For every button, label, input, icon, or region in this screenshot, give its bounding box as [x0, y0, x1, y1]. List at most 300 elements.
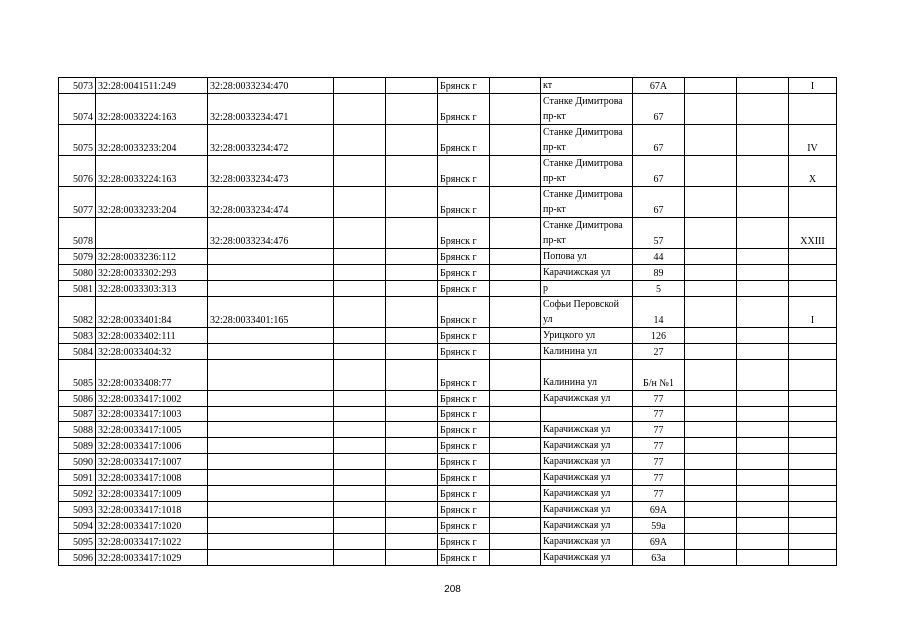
- cell-empty: [334, 454, 386, 470]
- cell-record-number: 5077: [59, 187, 96, 218]
- cell-cadastral-number: 32:28:0033417:1020: [96, 518, 208, 534]
- cell-street: Урицкого ул: [541, 328, 633, 344]
- cell-apartment: [789, 281, 837, 297]
- cell-empty: [490, 407, 541, 422]
- cell-city: Брянск г: [438, 78, 490, 94]
- cell-apartment: [789, 407, 837, 422]
- cell-empty: [334, 94, 386, 125]
- cell-cadastral-number-2: 32:28:0033234:476: [208, 218, 334, 249]
- cell-house: 67А: [633, 78, 685, 94]
- page-number: 208: [444, 584, 461, 595]
- cell-empty: [334, 265, 386, 281]
- cell-cadastral-number: 32:28:0033402:111: [96, 328, 208, 344]
- cell-empty: [685, 156, 737, 187]
- cell-empty: [685, 502, 737, 518]
- table-row: [59, 249, 837, 265]
- cell-record-number: 5074: [59, 94, 96, 125]
- cell-house: 67: [633, 94, 685, 125]
- cell-city: Брянск г: [438, 518, 490, 534]
- cell-empty: [490, 470, 541, 486]
- cell-record-number: 5089: [59, 438, 96, 454]
- cell-street: кт: [541, 78, 633, 94]
- cell-empty: [386, 265, 438, 281]
- cell-record-number: 5092: [59, 486, 96, 502]
- cell-record-number: 5073: [59, 78, 96, 94]
- cell-city: Брянск г: [438, 344, 490, 360]
- cell-cadastral-number: 32:28:0033417:1009: [96, 486, 208, 502]
- cell-cadastral-number: 32:28:0033224:163: [96, 156, 208, 187]
- cell-empty: [737, 454, 789, 470]
- cell-street: Карачижская ул: [541, 486, 633, 502]
- cell-house: 77: [633, 486, 685, 502]
- cell-apartment: [789, 360, 837, 391]
- cell-record-number: 5079: [59, 249, 96, 265]
- cell-apartment: [789, 249, 837, 265]
- table-row: [59, 78, 837, 94]
- cell-record-number: 5085: [59, 360, 96, 391]
- cell-empty: [685, 486, 737, 502]
- cell-record-number: 5082: [59, 297, 96, 328]
- cell-record-number: 5076: [59, 156, 96, 187]
- cell-empty: [737, 297, 789, 328]
- cell-cadastral-number: 32:28:0033417:1007: [96, 454, 208, 470]
- cell-city: Брянск г: [438, 502, 490, 518]
- cell-empty: [685, 297, 737, 328]
- cell-empty: [490, 534, 541, 550]
- cell-apartment: [789, 486, 837, 502]
- cell-house: 5: [633, 281, 685, 297]
- cell-cadastral-number-2: [208, 265, 334, 281]
- cell-empty: [685, 438, 737, 454]
- cell-empty: [685, 281, 737, 297]
- cell-cadastral-number: 32:28:0033401:84: [96, 297, 208, 328]
- cell-city: Брянск г: [438, 125, 490, 156]
- cell-street: Станке Димитрова пр-кт: [541, 94, 633, 125]
- cell-apartment: I: [789, 297, 837, 328]
- cell-street: Карачижская ул: [541, 470, 633, 486]
- cell-empty: [334, 486, 386, 502]
- cell-city: Брянск г: [438, 265, 490, 281]
- cell-record-number: 5086: [59, 391, 96, 407]
- cell-apartment: [789, 454, 837, 470]
- cell-empty: [334, 187, 386, 218]
- cell-empty: [490, 78, 541, 94]
- cell-empty: [737, 502, 789, 518]
- cell-city: Брянск г: [438, 534, 490, 550]
- table-row: [59, 360, 837, 391]
- cell-cadastral-number-2: [208, 360, 334, 391]
- cell-empty: [685, 265, 737, 281]
- cell-street: Карачижская ул: [541, 550, 633, 566]
- cell-empty: [737, 78, 789, 94]
- cell-record-number: 5075: [59, 125, 96, 156]
- cell-empty: [490, 328, 541, 344]
- cell-empty: [490, 94, 541, 125]
- cell-empty: [334, 344, 386, 360]
- cell-empty: [386, 156, 438, 187]
- cell-empty: [685, 422, 737, 438]
- table-row: [59, 265, 837, 281]
- table-row: [59, 94, 837, 125]
- table-row: [59, 328, 837, 344]
- cell-empty: [685, 125, 737, 156]
- cell-empty: [737, 344, 789, 360]
- cell-empty: [685, 407, 737, 422]
- cell-empty: [386, 502, 438, 518]
- cell-cadastral-number-2: [208, 422, 334, 438]
- cell-empty: [737, 187, 789, 218]
- cell-empty: [737, 486, 789, 502]
- cell-cadastral-number-2: 32:28:0033234:474: [208, 187, 334, 218]
- cell-empty: [490, 391, 541, 407]
- cell-city: Брянск г: [438, 454, 490, 470]
- cell-city: Брянск г: [438, 422, 490, 438]
- cell-cadastral-number-2: [208, 407, 334, 422]
- cell-house: 77: [633, 470, 685, 486]
- cell-empty: [737, 518, 789, 534]
- cell-city: Брянск г: [438, 360, 490, 391]
- cell-empty: [386, 422, 438, 438]
- cell-empty: [490, 438, 541, 454]
- cell-street: Станке Димитрова пр-кт: [541, 187, 633, 218]
- cell-cadastral-number: 32:28:0033417:1029: [96, 550, 208, 566]
- cell-street: Карачижская ул: [541, 265, 633, 281]
- cell-record-number: 5078: [59, 218, 96, 249]
- cell-house: 67: [633, 156, 685, 187]
- cell-house: 27: [633, 344, 685, 360]
- cell-empty: [685, 454, 737, 470]
- cell-cadastral-number: 32:28:0033417:1018: [96, 502, 208, 518]
- cell-record-number: 5084: [59, 344, 96, 360]
- cell-empty: [490, 265, 541, 281]
- cell-house: 77: [633, 422, 685, 438]
- cell-empty: [490, 156, 541, 187]
- cell-empty: [685, 344, 737, 360]
- cell-empty: [334, 156, 386, 187]
- cell-cadastral-number-2: [208, 534, 334, 550]
- cell-apartment: [789, 518, 837, 534]
- cell-cadastral-number: 32:28:0033417:1008: [96, 470, 208, 486]
- cell-empty: [490, 360, 541, 391]
- cell-street: Карачижская ул: [541, 391, 633, 407]
- table-row: [59, 281, 837, 297]
- cell-cadastral-number-2: 32:28:0033401:165: [208, 297, 334, 328]
- cell-street: [541, 407, 633, 422]
- cell-empty: [685, 78, 737, 94]
- cell-street: Станке Димитрова пр-кт: [541, 156, 633, 187]
- cell-cadastral-number-2: [208, 550, 334, 566]
- cell-street: Карачижская ул: [541, 438, 633, 454]
- table-row: [59, 344, 837, 360]
- cell-apartment: [789, 422, 837, 438]
- cell-house: 57: [633, 218, 685, 249]
- cell-empty: [737, 328, 789, 344]
- cell-empty: [737, 407, 789, 422]
- cell-empty: [490, 125, 541, 156]
- cell-empty: [334, 438, 386, 454]
- cell-empty: [685, 187, 737, 218]
- cell-empty: [490, 297, 541, 328]
- cell-cadastral-number-2: [208, 344, 334, 360]
- cell-cadastral-number-2: [208, 502, 334, 518]
- cell-empty: [334, 534, 386, 550]
- cell-street: Карачижская ул: [541, 534, 633, 550]
- cell-empty: [334, 78, 386, 94]
- cell-apartment: I: [789, 78, 837, 94]
- cell-house: 126: [633, 328, 685, 344]
- cell-cadastral-number: 32:28:0033408:77: [96, 360, 208, 391]
- cell-cadastral-number-2: 32:28:0033234:471: [208, 94, 334, 125]
- cell-empty: [490, 281, 541, 297]
- cell-street: Карачижская ул: [541, 422, 633, 438]
- cell-empty: [334, 328, 386, 344]
- table-row: [59, 550, 837, 566]
- cell-empty: [490, 486, 541, 502]
- table-row: [59, 391, 837, 407]
- cell-city: Брянск г: [438, 407, 490, 422]
- cell-empty: [386, 407, 438, 422]
- cell-empty: [685, 94, 737, 125]
- cell-city: Брянск г: [438, 187, 490, 218]
- cell-house: 69А: [633, 534, 685, 550]
- cell-street: Карачижская ул: [541, 454, 633, 470]
- cell-empty: [386, 125, 438, 156]
- cell-empty: [737, 422, 789, 438]
- cell-cadastral-number-2: [208, 454, 334, 470]
- cell-street: Карачижская ул: [541, 518, 633, 534]
- cell-empty: [685, 328, 737, 344]
- cell-cadastral-number-2: [208, 328, 334, 344]
- cell-apartment: [789, 265, 837, 281]
- cell-city: Брянск г: [438, 550, 490, 566]
- cell-apartment: [789, 550, 837, 566]
- cell-house: 77: [633, 454, 685, 470]
- cell-apartment: [789, 534, 837, 550]
- cell-empty: [386, 518, 438, 534]
- cell-cadastral-number-2: [208, 249, 334, 265]
- cell-record-number: 5091: [59, 470, 96, 486]
- table-row: [59, 187, 837, 218]
- cell-empty: [737, 550, 789, 566]
- cell-record-number: 5095: [59, 534, 96, 550]
- table-row: [59, 534, 837, 550]
- table-row: [59, 486, 837, 502]
- cell-empty: [737, 534, 789, 550]
- cell-empty: [334, 297, 386, 328]
- cell-house: 14: [633, 297, 685, 328]
- cell-record-number: 5093: [59, 502, 96, 518]
- cell-empty: [386, 360, 438, 391]
- cell-cadastral-number-2: [208, 281, 334, 297]
- cell-apartment: [789, 470, 837, 486]
- cell-apartment: [789, 94, 837, 125]
- cell-cadastral-number-2: [208, 470, 334, 486]
- cell-empty: [386, 550, 438, 566]
- registry-table: [58, 77, 837, 566]
- cell-empty: [490, 187, 541, 218]
- cell-cadastral-number: 32:28:0041511:249: [96, 78, 208, 94]
- cell-street: Карачижская ул: [541, 502, 633, 518]
- cell-empty: [334, 550, 386, 566]
- cell-empty: [386, 534, 438, 550]
- cell-cadastral-number-2: [208, 438, 334, 454]
- cell-empty: [386, 94, 438, 125]
- cell-empty: [334, 218, 386, 249]
- cell-apartment: IV: [789, 125, 837, 156]
- table-row: [59, 297, 837, 328]
- table-row: [59, 125, 837, 156]
- cell-empty: [334, 470, 386, 486]
- cell-apartment: [789, 187, 837, 218]
- cell-empty: [334, 407, 386, 422]
- cell-empty: [334, 249, 386, 265]
- cell-record-number: 5094: [59, 518, 96, 534]
- cell-city: Брянск г: [438, 470, 490, 486]
- cell-house: 77: [633, 407, 685, 422]
- cell-cadastral-number: 32:28:0033404:32: [96, 344, 208, 360]
- cell-empty: [334, 281, 386, 297]
- cell-house: 67: [633, 125, 685, 156]
- cell-empty: [490, 249, 541, 265]
- cell-street: Попова ул: [541, 249, 633, 265]
- cell-record-number: 5088: [59, 422, 96, 438]
- cell-empty: [386, 328, 438, 344]
- cell-empty: [490, 454, 541, 470]
- cell-cadastral-number: 32:28:0033236:112: [96, 249, 208, 265]
- cell-empty: [685, 360, 737, 391]
- cell-cadastral-number: 32:28:0033302:293: [96, 265, 208, 281]
- cell-empty: [334, 502, 386, 518]
- cell-empty: [737, 249, 789, 265]
- cell-empty: [490, 502, 541, 518]
- cell-city: Брянск г: [438, 297, 490, 328]
- cell-empty: [386, 486, 438, 502]
- cell-city: Брянск г: [438, 94, 490, 125]
- cell-record-number: 5083: [59, 328, 96, 344]
- table-row: [59, 218, 837, 249]
- cell-cadastral-number-2: [208, 486, 334, 502]
- cell-empty: [737, 360, 789, 391]
- cell-city: Брянск г: [438, 486, 490, 502]
- cell-house: 67: [633, 187, 685, 218]
- cell-apartment: [789, 344, 837, 360]
- cell-record-number: 5081: [59, 281, 96, 297]
- cell-cadastral-number: 32:28:0033303:313: [96, 281, 208, 297]
- cell-cadastral-number: [96, 218, 208, 249]
- cell-empty: [334, 391, 386, 407]
- cell-record-number: 5087: [59, 407, 96, 422]
- cell-empty: [490, 218, 541, 249]
- cell-cadastral-number-2: 32:28:0033234:473: [208, 156, 334, 187]
- cell-cadastral-number: 32:28:0033224:163: [96, 94, 208, 125]
- cell-empty: [737, 438, 789, 454]
- cell-cadastral-number: 32:28:0033417:1002: [96, 391, 208, 407]
- cell-house: 44: [633, 249, 685, 265]
- cell-cadastral-number-2: 32:28:0033234:472: [208, 125, 334, 156]
- cell-cadastral-number: 32:28:0033417:1006: [96, 438, 208, 454]
- cell-empty: [737, 281, 789, 297]
- table-row: [59, 422, 837, 438]
- cell-empty: [490, 550, 541, 566]
- cell-cadastral-number: 32:28:0033417:1005: [96, 422, 208, 438]
- cell-empty: [386, 470, 438, 486]
- cell-empty: [386, 344, 438, 360]
- cell-cadastral-number: 32:28:0033417:1022: [96, 534, 208, 550]
- cell-empty: [737, 125, 789, 156]
- cell-apartment: [789, 502, 837, 518]
- cell-city: Брянск г: [438, 391, 490, 407]
- cell-empty: [685, 249, 737, 265]
- cell-empty: [490, 344, 541, 360]
- cell-city: Брянск г: [438, 438, 490, 454]
- cell-record-number: 5080: [59, 265, 96, 281]
- cell-empty: [737, 156, 789, 187]
- cell-empty: [737, 470, 789, 486]
- cell-empty: [386, 391, 438, 407]
- cell-street: Станке Димитрова пр-кт: [541, 218, 633, 249]
- cell-house: Б/н №1: [633, 360, 685, 391]
- cell-apartment: XXIII: [789, 218, 837, 249]
- cell-apartment: [789, 438, 837, 454]
- cell-empty: [737, 218, 789, 249]
- table-row: [59, 407, 837, 422]
- cell-empty: [386, 218, 438, 249]
- cell-cadastral-number-2: 32:28:0033234:470: [208, 78, 334, 94]
- table-row: [59, 454, 837, 470]
- cell-street: Калинина ул: [541, 360, 633, 391]
- cell-empty: [737, 391, 789, 407]
- table-row: [59, 438, 837, 454]
- cell-apartment: X: [789, 156, 837, 187]
- cell-empty: [737, 265, 789, 281]
- cell-empty: [334, 518, 386, 534]
- cell-empty: [386, 454, 438, 470]
- table-row: [59, 470, 837, 486]
- cell-cadastral-number: 32:28:0033233:204: [96, 125, 208, 156]
- table-row: [59, 518, 837, 534]
- cell-house: 77: [633, 391, 685, 407]
- cell-street: р: [541, 281, 633, 297]
- cell-street: Калинина ул: [541, 344, 633, 360]
- cell-city: Брянск г: [438, 281, 490, 297]
- cell-empty: [386, 438, 438, 454]
- cell-empty: [490, 518, 541, 534]
- cell-street: Станке Димитрова пр-кт: [541, 125, 633, 156]
- cell-house: 77: [633, 438, 685, 454]
- cell-empty: [386, 187, 438, 218]
- cell-city: Брянск г: [438, 249, 490, 265]
- cell-empty: [334, 125, 386, 156]
- cell-cadastral-number-2: [208, 518, 334, 534]
- cell-street: Софьи Перовской ул: [541, 297, 633, 328]
- cell-apartment: [789, 391, 837, 407]
- cell-city: Брянск г: [438, 156, 490, 187]
- cell-cadastral-number: 32:28:0033417:1003: [96, 407, 208, 422]
- table-row: [59, 156, 837, 187]
- cell-house: 63а: [633, 550, 685, 566]
- cell-record-number: 5090: [59, 454, 96, 470]
- cell-cadastral-number: 32:28:0033233:204: [96, 187, 208, 218]
- cell-house: 59а: [633, 518, 685, 534]
- cell-house: 69А: [633, 502, 685, 518]
- cell-cadastral-number-2: [208, 391, 334, 407]
- cell-empty: [685, 550, 737, 566]
- cell-empty: [685, 391, 737, 407]
- table-body: [59, 78, 837, 566]
- cell-empty: [685, 534, 737, 550]
- cell-empty: [490, 422, 541, 438]
- cell-empty: [386, 297, 438, 328]
